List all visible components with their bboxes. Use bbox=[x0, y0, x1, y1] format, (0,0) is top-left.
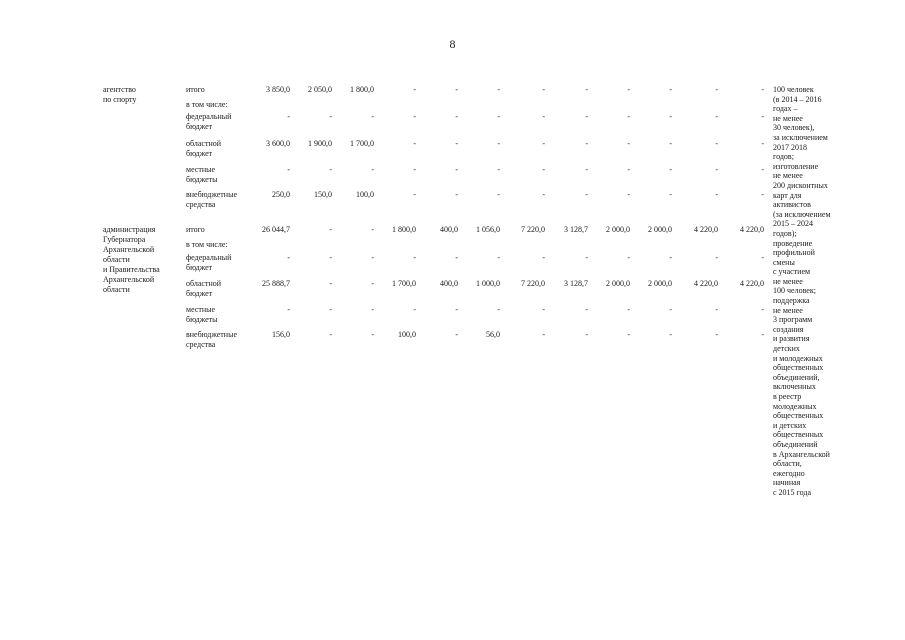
row-label-line: бюджет bbox=[186, 122, 213, 131]
organization-line: Архангельской bbox=[103, 245, 155, 254]
value-cell: 156,0 bbox=[272, 330, 290, 339]
value-cell: - bbox=[497, 165, 500, 174]
value-cell: - bbox=[497, 112, 500, 121]
notes-line: не менее bbox=[773, 113, 803, 123]
value-cell: - bbox=[715, 112, 718, 121]
row-label-line: бюджеты bbox=[186, 315, 218, 324]
value-cell: 7 220,0 bbox=[521, 225, 545, 234]
notes-line: детских bbox=[773, 344, 800, 354]
notes-line: области, bbox=[773, 459, 802, 469]
value-cell: 400,0 bbox=[440, 225, 458, 234]
notes-line: смены bbox=[773, 257, 795, 267]
value-cell: - bbox=[371, 279, 374, 288]
value-cell: - bbox=[455, 165, 458, 174]
value-cell: - bbox=[715, 190, 718, 199]
value-cell: - bbox=[542, 330, 545, 339]
value-cell: 2 000,0 bbox=[606, 279, 630, 288]
row-label-line: бюджет bbox=[186, 289, 213, 298]
value-cell: - bbox=[669, 190, 672, 199]
row-label-line: федеральный bbox=[186, 112, 232, 121]
row-label-line: внебюджетные bbox=[186, 330, 237, 339]
value-cell: - bbox=[761, 253, 764, 262]
value-cell: - bbox=[329, 165, 332, 174]
row-label-line: бюджеты bbox=[186, 175, 218, 184]
row-label-line: в том числе: bbox=[186, 100, 228, 109]
value-cell: - bbox=[627, 85, 630, 94]
value-cell: - bbox=[413, 305, 416, 314]
value-cell: - bbox=[761, 112, 764, 121]
value-cell: 1 000,0 bbox=[476, 279, 500, 288]
value-cell: - bbox=[542, 112, 545, 121]
value-cell: 4 220,0 bbox=[740, 279, 764, 288]
notes-line: в Архангельской bbox=[773, 449, 830, 459]
value-cell: - bbox=[413, 165, 416, 174]
value-cell: - bbox=[715, 139, 718, 148]
value-cell: - bbox=[287, 305, 290, 314]
notes-line: и детских bbox=[773, 420, 807, 430]
value-cell: - bbox=[627, 330, 630, 339]
value-cell: 1 700,0 bbox=[350, 139, 374, 148]
row-label-line: местные bbox=[186, 165, 216, 174]
value-cell: - bbox=[542, 253, 545, 262]
value-cell: - bbox=[455, 253, 458, 262]
value-cell: - bbox=[761, 139, 764, 148]
row-label-line: областной bbox=[186, 279, 222, 288]
notes-line: общественных bbox=[773, 363, 824, 373]
value-cell: 1 800,0 bbox=[350, 85, 374, 94]
organization-line: агентство bbox=[103, 85, 136, 94]
value-cell: - bbox=[329, 253, 332, 262]
value-cell: - bbox=[413, 85, 416, 94]
value-cell: 150,0 bbox=[314, 190, 332, 199]
organization-line: Архангельской bbox=[103, 275, 155, 284]
notes-line: 2015 – 2024 bbox=[773, 219, 813, 229]
value-cell: 2 000,0 bbox=[606, 225, 630, 234]
value-cell: - bbox=[455, 112, 458, 121]
value-cell: - bbox=[287, 165, 290, 174]
value-cell: 7 220,0 bbox=[521, 279, 545, 288]
value-cell: - bbox=[542, 85, 545, 94]
notes-line: (за исключением bbox=[773, 209, 831, 219]
notes-line: годах – bbox=[773, 104, 798, 114]
notes-line: проведение bbox=[773, 238, 813, 248]
notes-line: включенных bbox=[773, 382, 816, 392]
row-label-line: в том числе: bbox=[186, 240, 228, 249]
value-cell: - bbox=[542, 139, 545, 148]
value-cell: - bbox=[715, 85, 718, 94]
value-cell: - bbox=[371, 112, 374, 121]
value-cell: - bbox=[585, 139, 588, 148]
value-cell: 2 000,0 bbox=[648, 279, 672, 288]
value-cell: - bbox=[715, 305, 718, 314]
value-cell: - bbox=[371, 330, 374, 339]
value-cell: - bbox=[585, 165, 588, 174]
value-cell: 2 050,0 bbox=[308, 85, 332, 94]
value-cell: 1 800,0 bbox=[392, 225, 416, 234]
page-number: 8 bbox=[449, 37, 456, 51]
value-cell: - bbox=[497, 305, 500, 314]
row-label-line: бюджет bbox=[186, 149, 213, 158]
notes-line: ежегодно bbox=[773, 468, 805, 478]
row-label-line: средства bbox=[186, 200, 216, 209]
notes-line: с 2015 года bbox=[773, 487, 812, 497]
value-cell: - bbox=[413, 139, 416, 148]
value-cell: 4 220,0 bbox=[740, 225, 764, 234]
value-cell: 56,0 bbox=[486, 330, 500, 339]
value-cell: - bbox=[585, 85, 588, 94]
value-cell: - bbox=[329, 330, 332, 339]
notes-line: изготовление bbox=[773, 161, 819, 171]
row-label bbox=[186, 240, 256, 250]
value-cell: - bbox=[585, 190, 588, 199]
value-cell: - bbox=[715, 330, 718, 339]
value-cell: - bbox=[627, 165, 630, 174]
value-cell: - bbox=[627, 305, 630, 314]
value-cell: - bbox=[669, 112, 672, 121]
notes-line: годов; bbox=[773, 152, 794, 162]
value-cell: - bbox=[715, 253, 718, 262]
value-cell: 100,0 bbox=[356, 190, 374, 199]
row-label-line: итого bbox=[186, 225, 205, 234]
notes-line: поддержка bbox=[773, 296, 810, 306]
organization-name bbox=[103, 225, 183, 295]
value-cell: - bbox=[585, 330, 588, 339]
notes-line: не менее bbox=[773, 276, 803, 286]
value-cell: 1 056,0 bbox=[476, 225, 500, 234]
organization-line: области bbox=[103, 255, 130, 264]
notes-line: карт для bbox=[773, 190, 802, 200]
value-cell: - bbox=[287, 112, 290, 121]
organization-line: области bbox=[103, 285, 130, 294]
value-cell: - bbox=[669, 165, 672, 174]
value-cell: - bbox=[669, 330, 672, 339]
value-cell: - bbox=[761, 165, 764, 174]
value-cell: - bbox=[627, 253, 630, 262]
value-cell: - bbox=[585, 112, 588, 121]
notes-line: не менее bbox=[773, 171, 803, 181]
value-cell: 100,0 bbox=[398, 330, 416, 339]
value-cell: - bbox=[669, 139, 672, 148]
value-cell: - bbox=[669, 253, 672, 262]
notes-line: 30 человек), bbox=[773, 123, 815, 133]
value-cell: 3 128,7 bbox=[564, 279, 588, 288]
row-label-line: федеральный bbox=[186, 253, 232, 262]
value-cell: - bbox=[542, 305, 545, 314]
value-cell: - bbox=[329, 225, 332, 234]
value-cell: - bbox=[497, 139, 500, 148]
value-cell: - bbox=[761, 85, 764, 94]
organization-line: и Правительства bbox=[103, 265, 160, 274]
organization-line: по спорту bbox=[103, 95, 137, 104]
value-cell: - bbox=[542, 190, 545, 199]
notes-line: в реестр bbox=[773, 392, 802, 401]
value-cell: - bbox=[627, 190, 630, 199]
row-label-line: местные bbox=[186, 305, 216, 314]
value-cell: - bbox=[627, 112, 630, 121]
value-cell: - bbox=[371, 225, 374, 234]
value-cell: 26 044,7 bbox=[262, 225, 290, 234]
value-cell: - bbox=[413, 190, 416, 199]
notes-column bbox=[773, 85, 845, 498]
row-label-line: средства bbox=[186, 340, 216, 349]
value-cell: - bbox=[715, 165, 718, 174]
value-cell: - bbox=[371, 253, 374, 262]
notes-line: 3 программ bbox=[773, 315, 813, 325]
notes-line: общественных bbox=[773, 411, 824, 421]
value-cell: 25 888,7 bbox=[262, 279, 290, 288]
notes-line: создания bbox=[773, 324, 804, 334]
value-cell: - bbox=[761, 190, 764, 199]
notes-line: активистов bbox=[773, 200, 811, 210]
value-cell: - bbox=[413, 112, 416, 121]
value-cell: - bbox=[455, 190, 458, 199]
value-cell: 1 700,0 bbox=[392, 279, 416, 288]
value-cell: - bbox=[585, 305, 588, 314]
row-label-line: итого bbox=[186, 85, 205, 94]
value-cell: - bbox=[329, 305, 332, 314]
value-cell: - bbox=[497, 190, 500, 199]
value-cell: - bbox=[371, 305, 374, 314]
notes-line: с участием bbox=[773, 267, 811, 277]
row-label bbox=[186, 100, 256, 110]
value-cell: 3 850,0 bbox=[266, 85, 290, 94]
value-cell: - bbox=[669, 85, 672, 94]
value-cell: - bbox=[585, 253, 588, 262]
notes-line: (в 2014 – 2016 bbox=[773, 94, 822, 104]
row-label-line: областной bbox=[186, 139, 222, 148]
value-cell: - bbox=[455, 85, 458, 94]
value-cell: - bbox=[497, 253, 500, 262]
value-cell: 2 000,0 bbox=[648, 225, 672, 234]
notes-line: молодежных bbox=[773, 401, 817, 411]
value-cell: - bbox=[455, 139, 458, 148]
organization-name bbox=[103, 85, 183, 105]
value-cell: - bbox=[761, 305, 764, 314]
notes-line: за исключением bbox=[773, 132, 828, 142]
value-cell: - bbox=[287, 253, 290, 262]
notes-line: годов); bbox=[773, 228, 797, 238]
value-cell: 3 128,7 bbox=[564, 225, 588, 234]
value-cell: - bbox=[455, 305, 458, 314]
notes-line: общественных bbox=[773, 430, 824, 440]
value-cell: 1 900,0 bbox=[308, 139, 332, 148]
row-label-line: бюджет bbox=[186, 263, 213, 272]
value-cell: 400,0 bbox=[440, 279, 458, 288]
organization-line: Губернатора bbox=[103, 235, 146, 244]
notes-line: 100 человек; bbox=[773, 286, 816, 296]
notes-line: 2017 2018 bbox=[773, 142, 807, 152]
notes-line: начиная bbox=[773, 478, 801, 488]
value-cell: - bbox=[413, 253, 416, 262]
notes-line: не менее bbox=[773, 305, 803, 315]
notes-line: объединений, bbox=[773, 372, 820, 382]
notes-line: и развития bbox=[773, 334, 810, 344]
value-cell: 250,0 bbox=[272, 190, 290, 199]
notes-line: 200 дисконтных bbox=[773, 180, 828, 190]
value-cell: - bbox=[627, 139, 630, 148]
value-cell: - bbox=[669, 305, 672, 314]
value-cell: 4 220,0 bbox=[694, 225, 718, 234]
notes-line: профильной bbox=[773, 248, 815, 258]
value-cell: - bbox=[455, 330, 458, 339]
organization-line: администрация bbox=[103, 225, 156, 234]
value-cell: - bbox=[761, 330, 764, 339]
row-label-line: внебюджетные bbox=[186, 190, 237, 199]
value-cell: - bbox=[329, 112, 332, 121]
notes-line: 100 человек bbox=[773, 85, 814, 94]
value-cell: 4 220,0 bbox=[694, 279, 718, 288]
value-cell: - bbox=[371, 165, 374, 174]
value-cell: - bbox=[542, 165, 545, 174]
notes-line: объединений bbox=[773, 439, 818, 449]
notes-line: и молодежных bbox=[773, 353, 823, 363]
value-cell: 3 600,0 bbox=[266, 139, 290, 148]
value-cell: - bbox=[497, 85, 500, 94]
value-cell: - bbox=[329, 279, 332, 288]
